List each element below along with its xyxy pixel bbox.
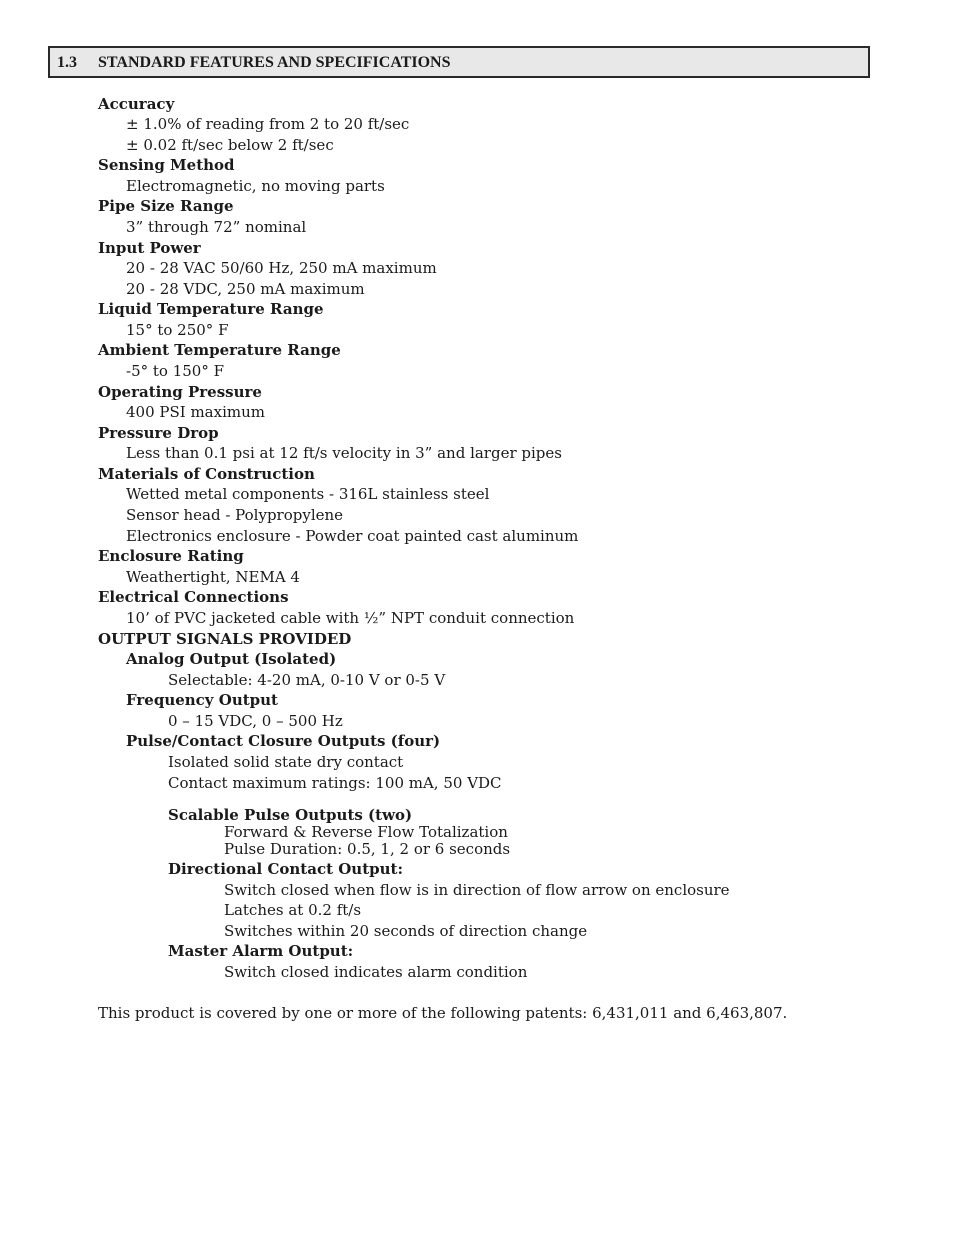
scalable-pulse-heading: Scalable Pulse Outputs (two) [168,806,413,824]
directional-contact-heading: Directional Contact Output: [168,860,404,878]
spec-line: 0 – 15 VDC, 0 – 500 Hz [168,712,343,730]
spec-heading-operating-pressure: Operating Pressure [98,383,262,401]
patent-note: This product is covered by one or more of the following patents: 6,431,011 and 6,463,807. [98,1004,788,1022]
spec-heading-enclosure-rating: Enclosure Rating [98,547,244,565]
spec-heading-pipe-size: Pipe Size Range [98,197,234,215]
spec-heading-ambient-temp: Ambient Temperature Range [98,341,341,359]
spec-heading-electrical: Electrical Connections [98,588,289,606]
spec-line: 20 - 28 VDC, 250 mA maximum [126,280,365,298]
section-number: 1.3 [57,54,77,71]
spec-line: -5° to 150° F [126,362,225,380]
spec-line: 20 - 28 VAC 50/60 Hz, 250 mA maximum [126,259,437,277]
spec-line: Switch closed indicates alarm condition [224,963,528,981]
spec-line: Isolated solid state dry contact [168,753,404,771]
spec-line: ± 1.0% of reading from 2 to 20 ft/sec [126,115,410,133]
frequency-output-heading: Frequency Output [126,691,278,709]
spec-line: Less than 0.1 psi at 12 ft/s velocity in 3” and larger pipes [126,444,562,462]
spec-heading-materials: Materials of Construction [98,465,315,483]
spec-line: Switches within 20 seconds of direction change [224,922,588,940]
spec-line: 400 PSI maximum [126,403,265,421]
spec-line: Forward & Reverse Flow Totalization [224,823,508,841]
spec-heading-sensing-method: Sensing Method [98,156,235,174]
spec-line: Wetted metal components - 316L stainless steel [126,485,490,503]
spec-line: Latches at 0.2 ft/s [224,901,362,919]
spec-line: Weathertight, NEMA 4 [126,568,300,586]
spec-line: Electromagnetic, no moving parts [126,177,385,195]
spec-heading-pressure-drop: Pressure Drop [98,424,219,442]
spec-line: 15° to 250° F [126,321,229,339]
spec-heading-liquid-temp: Liquid Temperature Range [98,300,324,318]
spec-line: Sensor head - Polypropylene [126,506,344,524]
spec-line: ± 0.02 ft/sec below 2 ft/sec [126,136,334,154]
master-alarm-heading: Master Alarm Output: [168,942,354,960]
spec-line: Selectable: 4-20 mA, 0-10 V or 0-5 V [168,671,446,689]
spec-heading-input-power: Input Power [98,239,201,257]
spec-line: Electronics enclosure - Powder coat painted cast aluminum [126,527,579,545]
spec-line: 3” through 72” nominal [126,218,307,236]
output-signals-heading: OUTPUT SIGNALS PROVIDED [98,630,352,648]
spec-line: Pulse Duration: 0.5, 1, 2 or 6 seconds [224,840,511,858]
pulse-outputs-heading: Pulse/Contact Closure Outputs (four) [126,732,441,750]
spec-line: Contact maximum ratings: 100 mA, 50 VDC [168,774,502,792]
section-title: STANDARD FEATURES AND SPECIFICATIONS [98,54,451,71]
analog-output-heading: Analog Output (Isolated) [126,650,337,668]
spec-heading-accuracy: Accuracy [98,95,175,113]
spec-line: 10’ of PVC jacketed cable with ½” NPT conduit connection [126,609,575,627]
section-header [48,46,870,78]
spec-line: Switch closed when flow is in direction of flow arrow on enclosure [224,881,730,899]
